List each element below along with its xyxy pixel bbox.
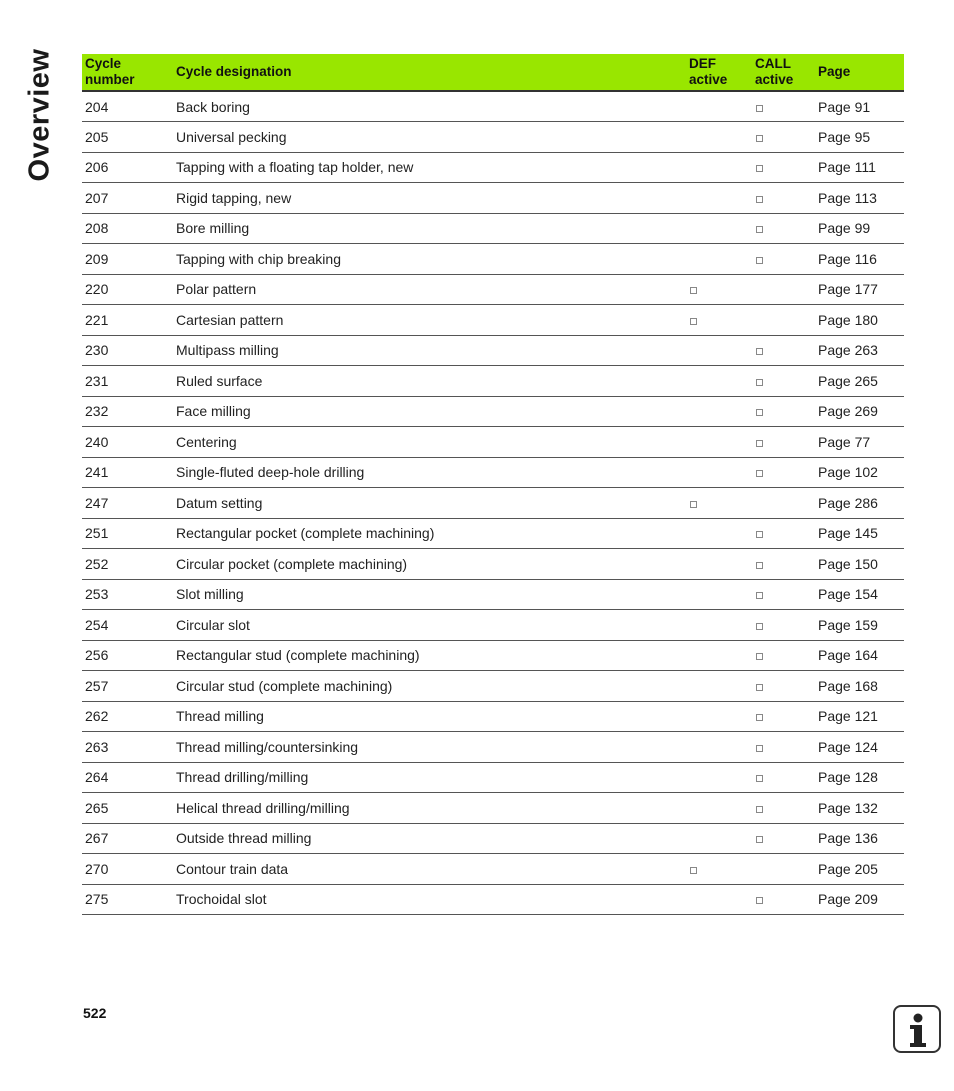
def-active-cell [686, 213, 752, 244]
cycle-designation: Thread milling [176, 708, 264, 725]
page-reference: Page 113 [818, 189, 877, 206]
call-active-cell [752, 366, 815, 397]
table-row [82, 183, 904, 214]
cycle-designation: Circular slot [176, 616, 250, 633]
cycle-number: 251 [85, 525, 109, 542]
call-active-cell [752, 122, 815, 153]
page-reference: Page 102 [818, 464, 878, 481]
page-reference: Page 77 [818, 433, 871, 450]
call-active-cell [752, 823, 815, 854]
cycle-designation: Datum setting [176, 494, 263, 511]
table-row [82, 305, 904, 336]
table-row [82, 518, 904, 549]
def-active-cell [686, 732, 752, 763]
call-active-cell [752, 305, 815, 336]
page-reference: Page 99 [818, 220, 871, 237]
def-active-cell [686, 366, 752, 397]
info-icon [893, 1005, 941, 1053]
table-row [82, 91, 904, 122]
table-row [82, 671, 904, 702]
page-reference: Page 263 [818, 342, 878, 359]
table-row [82, 854, 904, 885]
table-body [82, 91, 904, 915]
cycle-designation: Tapping with a floating tap holder, new [176, 159, 414, 176]
def-active-marker-icon [690, 501, 697, 508]
call-active-cell [752, 854, 815, 885]
call-active-marker-icon [756, 745, 763, 752]
call-active-marker-icon [756, 775, 763, 782]
header-call-line2: active [755, 72, 794, 87]
cycle-designation: Trochoidal slot [176, 891, 267, 908]
table-row [82, 488, 904, 519]
def-active-cell [686, 244, 752, 275]
table-row [82, 823, 904, 854]
header-page: Page [815, 54, 904, 91]
call-active-marker-icon [756, 531, 763, 538]
call-active-cell [752, 457, 815, 488]
call-active-marker-icon [756, 714, 763, 721]
page-reference: Page 91 [818, 98, 871, 115]
page-reference: Page 286 [818, 494, 878, 511]
page-reference: Page 154 [818, 586, 878, 603]
cycle-number: 252 [85, 555, 109, 572]
cycle-number: 241 [85, 464, 109, 481]
page-reference: Page 265 [818, 372, 878, 389]
def-active-cell [686, 640, 752, 671]
def-active-cell [686, 884, 752, 915]
cycle-number: 256 [85, 647, 109, 664]
def-active-marker-icon [690, 318, 697, 325]
cycle-number: 240 [85, 433, 109, 450]
header-cycle-number-line1: Cycle [85, 56, 122, 71]
call-active-cell [752, 244, 815, 275]
page-reference: Page 145 [818, 525, 878, 542]
cycle-designation: Centering [176, 433, 237, 450]
cycle-designation: Polar pattern [176, 281, 257, 298]
call-active-marker-icon [756, 653, 763, 660]
cycle-number: 206 [85, 159, 109, 176]
cycle-designation: Face milling [176, 403, 251, 420]
header-call-active [752, 54, 815, 91]
cycle-designation: Contour train data [176, 860, 289, 877]
page-reference: Page 132 [818, 799, 878, 816]
section-side-title [18, 50, 62, 180]
cycle-designation: Rectangular pocket (complete machining) [176, 525, 435, 542]
call-active-cell [752, 427, 815, 458]
cycle-number: 221 [85, 311, 109, 328]
header-cycle-designation: Cycle designation [170, 54, 686, 91]
table-row [82, 274, 904, 305]
cycle-designation: Rigid tapping, new [176, 189, 292, 206]
def-active-cell [686, 549, 752, 580]
table-row [82, 701, 904, 732]
def-active-cell [686, 183, 752, 214]
cycle-designation: Circular pocket (complete machining) [176, 555, 408, 572]
page-reference: Page 116 [818, 250, 877, 267]
table-row [82, 762, 904, 793]
page-reference: Page 209 [818, 891, 878, 908]
call-active-marker-icon [756, 257, 763, 264]
table-row [82, 579, 904, 610]
def-active-cell [686, 305, 752, 336]
cycle-number: 207 [85, 189, 109, 206]
call-active-marker-icon [756, 897, 763, 904]
page-reference: Page 150 [818, 555, 878, 572]
cycle-designation: Single-fluted deep-hole drilling [176, 464, 365, 481]
table-row [82, 640, 904, 671]
table-header [82, 54, 904, 91]
call-active-marker-icon [756, 105, 763, 112]
cycle-number: 254 [85, 616, 109, 633]
call-active-cell [752, 701, 815, 732]
header-cycle-number [82, 54, 170, 91]
table-row [82, 732, 904, 763]
header-def-line1: DEF [689, 56, 716, 71]
page-number: 522 [83, 1005, 107, 1021]
cycle-number: 253 [85, 586, 109, 603]
def-active-cell [686, 396, 752, 427]
call-active-marker-icon [756, 440, 763, 447]
def-active-marker-icon [690, 287, 697, 294]
page-reference: Page 95 [818, 128, 871, 145]
header-def-line2: active [689, 72, 728, 87]
cycle-number: 204 [85, 98, 109, 115]
page-reference: Page 180 [818, 311, 878, 328]
page-reference: Page 124 [818, 738, 878, 755]
cycle-designation: Ruled surface [176, 372, 263, 389]
page-reference: Page 269 [818, 403, 878, 420]
def-active-cell [686, 122, 752, 153]
def-active-cell [686, 335, 752, 366]
table-row [82, 610, 904, 641]
cycle-number: 275 [85, 891, 109, 908]
def-active-cell [686, 701, 752, 732]
def-active-cell [686, 762, 752, 793]
cycle-designation: Cartesian pattern [176, 311, 284, 328]
header-def-active [686, 54, 752, 91]
table-row [82, 335, 904, 366]
call-active-cell [752, 579, 815, 610]
def-active-cell [686, 91, 752, 122]
cycle-overview-table [82, 54, 904, 915]
cycle-designation: Slot milling [176, 586, 244, 603]
cycle-number: 262 [85, 708, 109, 725]
header-call-line1: CALL [755, 56, 791, 71]
call-active-cell [752, 274, 815, 305]
page-reference: Page 205 [818, 860, 878, 877]
table-row [82, 427, 904, 458]
cycle-designation: Thread drilling/milling [176, 769, 309, 786]
call-active-cell [752, 610, 815, 641]
call-active-marker-icon [756, 836, 763, 843]
page-reference: Page 128 [818, 769, 878, 786]
call-active-cell [752, 152, 815, 183]
call-active-marker-icon [756, 165, 763, 172]
page-reference: Page 159 [818, 616, 878, 633]
table-row [82, 884, 904, 915]
page-reference: Page 168 [818, 677, 878, 694]
cycle-number: 264 [85, 769, 109, 786]
cycle-number: 267 [85, 830, 109, 847]
call-active-cell [752, 213, 815, 244]
table-row [82, 549, 904, 580]
section-side-title-text: Overview [23, 48, 56, 182]
call-active-marker-icon [756, 592, 763, 599]
call-active-marker-icon [756, 806, 763, 813]
def-active-cell [686, 579, 752, 610]
table-row [82, 396, 904, 427]
def-active-cell [686, 274, 752, 305]
call-active-marker-icon [756, 135, 763, 142]
cycle-designation: Universal pecking [176, 128, 287, 145]
table-row [82, 122, 904, 153]
cycle-number: 220 [85, 281, 109, 298]
cycle-designation: Circular stud (complete machining) [176, 677, 393, 694]
def-active-cell [686, 427, 752, 458]
call-active-cell [752, 640, 815, 671]
cycle-number: 265 [85, 799, 109, 816]
cycle-number: 247 [85, 494, 109, 511]
call-active-cell [752, 884, 815, 915]
cycle-number: 232 [85, 403, 109, 420]
cycle-designation: Thread milling/countersinking [176, 738, 359, 755]
call-active-cell [752, 793, 815, 824]
def-active-cell [686, 488, 752, 519]
call-active-marker-icon [756, 409, 763, 416]
call-active-marker-icon [756, 379, 763, 386]
cycle-number: 205 [85, 128, 109, 145]
table-row [82, 213, 904, 244]
call-active-marker-icon [756, 684, 763, 691]
def-active-cell [686, 610, 752, 641]
page-reference: Page 121 [818, 708, 878, 725]
call-active-cell [752, 671, 815, 702]
def-active-cell [686, 457, 752, 488]
cycle-designation: Back boring [176, 98, 250, 115]
call-active-marker-icon [756, 196, 763, 203]
call-active-cell [752, 488, 815, 519]
def-active-cell [686, 671, 752, 702]
call-active-cell [752, 183, 815, 214]
page-reference: Page 136 [818, 830, 878, 847]
cycle-designation: Tapping with chip breaking [176, 250, 341, 267]
call-active-cell [752, 335, 815, 366]
cycle-number: 270 [85, 860, 109, 877]
call-active-marker-icon [756, 470, 763, 477]
call-active-cell [752, 732, 815, 763]
page-reference: Page 111 [818, 159, 876, 176]
def-active-cell [686, 854, 752, 885]
call-active-marker-icon [756, 562, 763, 569]
cycle-number: 208 [85, 220, 109, 237]
def-active-cell [686, 518, 752, 549]
cycle-number: 230 [85, 342, 109, 359]
def-active-cell [686, 823, 752, 854]
call-active-marker-icon [756, 226, 763, 233]
table-row [82, 244, 904, 275]
call-active-cell [752, 518, 815, 549]
table-header-row [82, 54, 904, 91]
cycle-number: 209 [85, 250, 109, 267]
def-active-marker-icon [690, 867, 697, 874]
call-active-cell [752, 549, 815, 580]
table-row [82, 457, 904, 488]
call-active-cell [752, 396, 815, 427]
call-active-marker-icon [756, 623, 763, 630]
table-row [82, 366, 904, 397]
cycle-designation: Bore milling [176, 220, 250, 237]
cycle-number: 231 [85, 372, 109, 389]
cycle-number: 263 [85, 738, 109, 755]
table-row [82, 152, 904, 183]
cycle-designation: Rectangular stud (complete machining) [176, 647, 420, 664]
table-row [82, 793, 904, 824]
cycle-designation: Helical thread drilling/milling [176, 799, 350, 816]
page-reference: Page 177 [818, 281, 878, 298]
def-active-cell [686, 793, 752, 824]
cycle-designation: Outside thread milling [176, 830, 312, 847]
call-active-cell [752, 762, 815, 793]
def-active-cell [686, 152, 752, 183]
header-cycle-number-line2: number [85, 72, 135, 87]
page-reference: Page 164 [818, 647, 878, 664]
cycle-designation: Multipass milling [176, 342, 279, 359]
cycle-number: 257 [85, 677, 109, 694]
call-active-cell [752, 91, 815, 122]
call-active-marker-icon [756, 348, 763, 355]
